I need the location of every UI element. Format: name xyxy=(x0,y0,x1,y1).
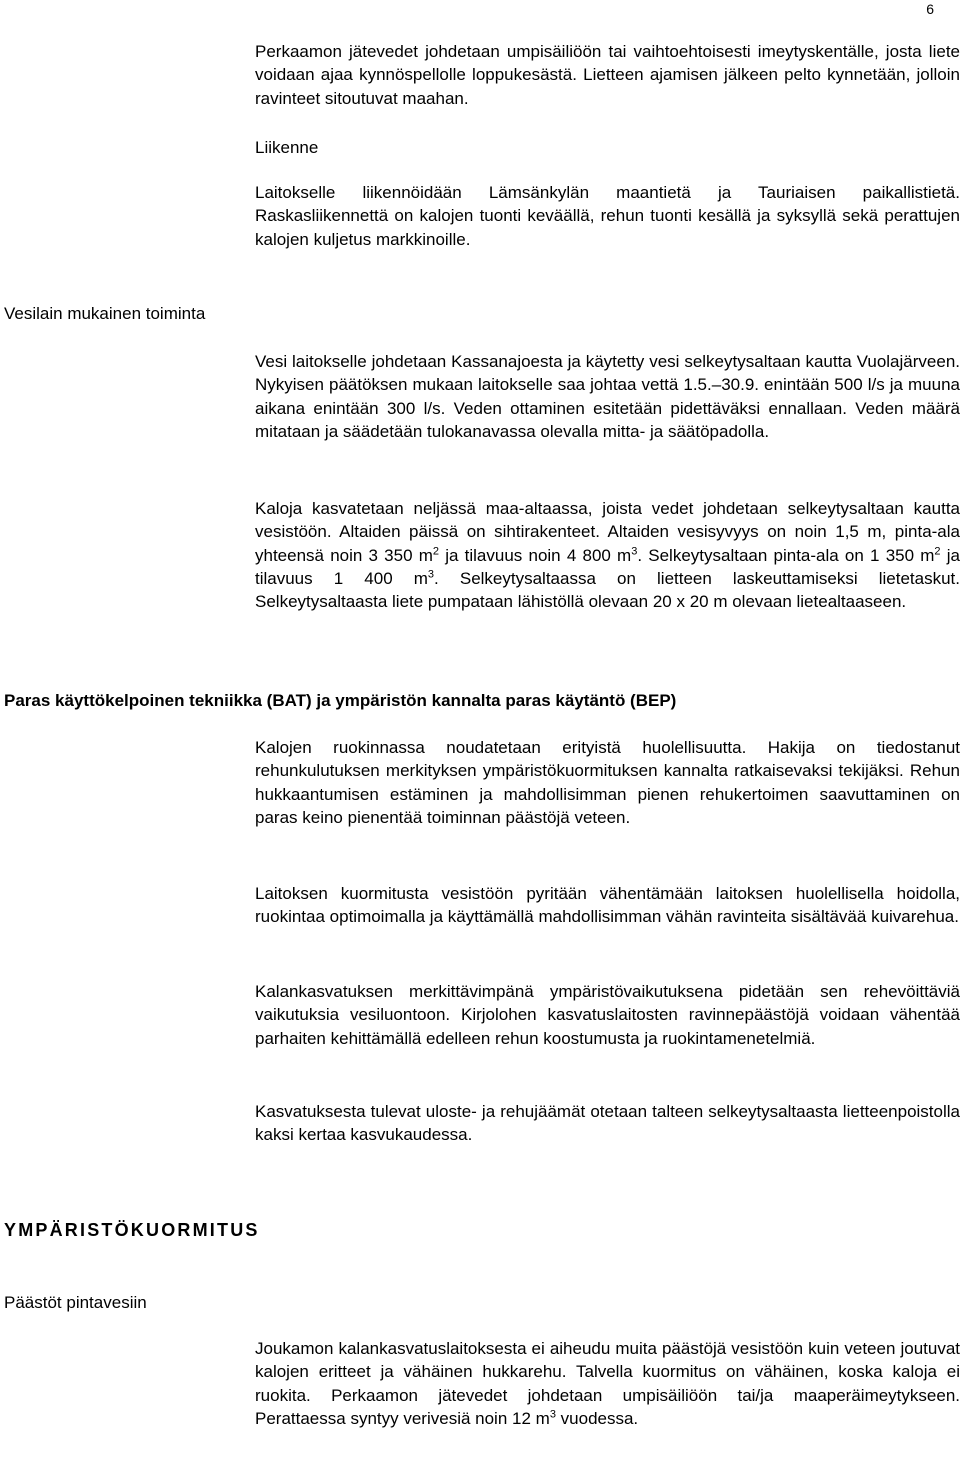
water-act-paragraph-2-part-e: . Selkeytysaltaassa on lietteen laskeuttamiseksi lietetaskut. Selkeytysaltaasta liete pumpataan lähistöllä olevaan 20 x 20 m olevaan lietealtaaseen. xyxy=(255,568,960,612)
water-act-paragraph-2-part-b: ja tilavuus noin 4 800 m xyxy=(439,545,632,565)
traffic-heading: Liikenne xyxy=(255,138,319,157)
superscript-3: 3 xyxy=(631,544,638,557)
water-act-paragraph-2-part-a: Kaloja kasvatetaan neljässä maa-altaassa, joista vedet johdetaan selkeytysaltaan kautta vesistöön. Altaiden päissä on sihtirakenteet. Altaiden vesisyvyys on noin 1,5 m, pinta-ala yhteensä noin 3 350 m xyxy=(255,499,960,565)
water-act-paragraph-2-part-c: . Selkeytysaltaan pinta-ala on 1 350 m xyxy=(637,545,935,565)
surface-water-emissions-paragraph xyxy=(255,1337,960,1430)
traffic-paragraph: Laitokselle liikennöidään Lämsänkylän maantietä ja Tauriaisen paikallistietä. Raskasliikennettä on kalojen tuonti keväällä, rehun tuonti kesällä ja syksyllä sekä perattujen kalojen kuljetus markkinoille. xyxy=(255,183,960,249)
water-act-heading: Vesilain mukainen toiminta xyxy=(4,304,206,323)
surface-water-paragraph-part-b: vuodessa. xyxy=(555,1408,639,1428)
surface-water-emissions-heading: Päästöt pintavesiin xyxy=(4,1293,147,1312)
page-number: 6 xyxy=(926,1,934,17)
superscript-3: 3 xyxy=(549,1408,556,1421)
bat-paragraph-2: Laitoksen kuormitusta vesistöön pyritään vähentämään laitoksen huolellisella hoidolla, ruokintaa optimoimalla ja käyttämällä mahdollisimman vähän ravinteita sisältävää kuivarehua. xyxy=(255,884,960,927)
superscript-3: 3 xyxy=(427,568,435,581)
water-act-paragraph-2 xyxy=(255,497,960,613)
surface-water-paragraph-part-a: Joukamon kalankasvatuslaitoksesta ei aiheudu muita päästöjä vesistöön kuin veteen joutuvat kalojen eritteet ja vähäinen hukkarehu. Talvella kuormitus on vähäinen, koska kaloja ei ruokita. Perkaamon jätevedet johdetaan umpisäiliöön tai/ja maaperäimeytykseen. Perattaessa syntyy verivesiä noin 12 m xyxy=(255,1339,960,1428)
water-act-paragraph-1: Vesi laitokselle johdetaan Kassanajoesta ja käytetty vesi selkeytysaltaan kautta Vuolajärveen. Nykyisen päätöksen mukaan laitokselle saa johtaa vettä 1.5.–30.9. enintään 500 l/s ja muuna aikana enintään 300 l/s. Veden ottaminen esitetään pidettäväksi ennallaan. Veden määrä mitataan ja säädetään tulokanavassa olevalla mitta- ja säätöpadolla. xyxy=(255,352,960,441)
bat-paragraph-1: Kalojen ruokinnassa noudatetaan erityistä huolellisuutta. Hakija on tiedostanut rehunkulutuksen merkityksen ympäristökuormituksen kannalta ratkaisevaksi tekijäksi. Rehun hukkaantumisen estäminen ja mahdollisimman pienen rehukertoimen saavuttaminen on paras keino pienentää toiminnan päästöjä veteen. xyxy=(255,738,960,827)
bat-paragraph-3: Kalankasvatuksen merkittävimpänä ympäristövaikutuksena pidetään sen rehevöittäviä vaikutuksia vesiluontoon. Kirjolohen kasvatuslaitosten ravinnepäästöjä voidaan vähentää parhaiten kehittämällä edelleen rehun koostumusta ja ruokintamenetelmiä. xyxy=(255,982,960,1048)
bat-paragraph-4: Kasvatuksesta tulevat uloste- ja rehujäämät otetaan talteen selkeytysaltaasta lietteenpoistolla kaksi kertaa kasvukaudessa. xyxy=(255,1102,960,1145)
environmental-load-heading: YMPÄRISTÖKUORMITUS xyxy=(4,1220,260,1240)
superscript-2: 2 xyxy=(934,544,941,557)
water-act-paragraph-2-part-d: ja tilavuus 1 400 m xyxy=(255,545,960,588)
bat-heading: Paras käyttökelpoinen tekniikka (BAT) ja ympäristön kannalta paras käytäntö (BEP) xyxy=(4,691,677,710)
intro-paragraph: Perkaamon jätevedet johdetaan umpisäiliöön tai vaihtoehtoisesti imeytyskentälle, josta liete voidaan ajaa kynnöspellolle loppukesästä. Lietteen ajamisen jälkeen pelto kynnetään, jolloin ravinteet sitoutuvat maahan. xyxy=(255,42,960,108)
superscript-2: 2 xyxy=(432,544,440,557)
